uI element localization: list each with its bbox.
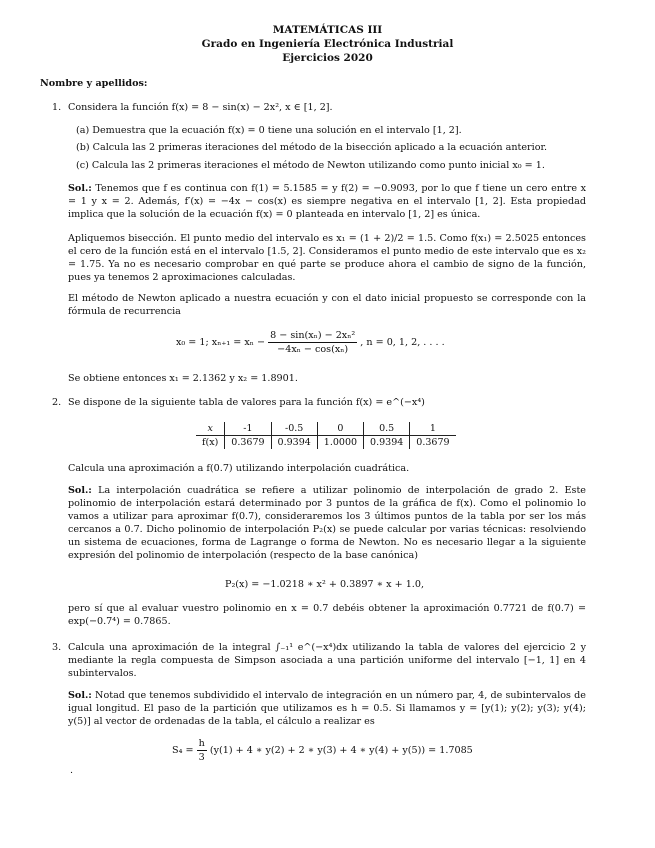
ex1-item-c: (c) Calcula las 2 primeras iteraciones el método de Newton utilizando como punto inicial x₀ = 1. — [76, 160, 545, 171]
ex3-solution-p1 — [68, 689, 586, 728]
table-row-x — [196, 422, 456, 436]
simpson-formula — [172, 737, 473, 764]
table-cell: 1 — [410, 422, 456, 436]
table-cell: 0.9394 — [364, 436, 410, 450]
ex2-task: Calcula una aproximación a f(0.7) utilizando interpolación cuadrática. — [68, 463, 410, 474]
degree-title: Grado en Ingeniería Electrónica Industrial — [201, 38, 454, 50]
table-cell: 0.3679 — [410, 436, 456, 450]
exercises-year: Ejercicios 2020 — [282, 52, 373, 64]
values-table — [196, 422, 456, 449]
ex3-statement: Calcula una aproximación de la integral ∫₋₁¹ e^(−x⁴)dx utilizando la tabla de valores del ejercicio 2 y mediante la regla compuesta de Simpson asociada a una partición uniforme del intervalo [−1, 1] en 4 subintervalos. — [68, 642, 586, 679]
simpson-numerator: h — [198, 738, 205, 749]
table-x-label: x — [196, 422, 225, 436]
ex1-item-a: (a) Demuestra que la ecuación f(x) = 0 tiene una solución en el intervalo [1, 2]. — [76, 125, 462, 136]
ex1-sol-text-1: Tenemos que f es continua con f(1) = 5.1585 = y f(2) = −0.9093, por lo que f tiene un cero entre x = 1 y x = 2. Además, f′(x) = −4x − cos(x) es siempre negativa en el intervalo [1, 2]. Esta propiedad implica que la solución de la ecuación f(x) = 0 planteada en intervalo [1, 2] es única. — [68, 183, 586, 220]
table-f-label: f(x) — [202, 437, 219, 448]
table-cell: 0 — [317, 422, 363, 436]
simpson-fraction — [197, 737, 207, 764]
ex2-solution-p2: pero sí que al evaluar vuestro polinomio en x = 0.7 debéis obtener la aproximación 0.7721 de f(0.7) = exp(−0.7⁴) = 0.7865. — [68, 603, 586, 627]
ex2-sol-text-1: La interpolación cuadrática se refiere a utilizar polinomio de interpolación de grado 2. Este polinomio de interpolación estará determinado por 3 puntos de la gráfica de f(x). Como el polinomio lo vamos a utilizar para aproximar f(0.7), consideraremos los 3 últimos puntos de la tabla por ser los más cercanos a 0.7. Dicho polinomio de interpolación P₂(x) se puede calcular por varias técnicas: resolviendo un sistema de ecuaciones, forma de Lagrange o forma de Newton. No es necesario llegar a la siguiente expresión del polinomio de interpolación (respecto de la base canónica) — [68, 485, 586, 561]
simpson-right: (y(1) + 4 ∗ y(2) + 2 ∗ y(3) + 4 ∗ y(4) + y(5)) = 1.7085 — [209, 745, 473, 756]
ex2-statement: Se dispone de la siguiente tabla de valores para la función f(x) = e^(−x⁴) — [68, 397, 425, 408]
ex2-sol-label: Sol.: — [68, 485, 92, 496]
ex1-solution-p1 — [68, 182, 586, 221]
ex1-sol-label: Sol.: — [68, 183, 92, 194]
simpson-left: S₄ = — [172, 745, 194, 756]
table-cell: -1 — [225, 422, 271, 436]
table-cell: 1.0000 — [317, 436, 363, 450]
ex1-solution-p3: El método de Newton aplicado a nuestra ecuación y con el dato inicial propuesto se corresponde con la fórmula de recurrencia — [68, 293, 586, 317]
name-label: Nombre y apellidos: — [40, 78, 148, 89]
newton-formula-right: , n = 0, 1, 2, . . . . — [360, 337, 445, 348]
newton-fraction — [268, 329, 357, 356]
interpolation-polynomial: P₂(x) = −1.0218 ∗ x² + 0.3897 ∗ x + 1.0, — [225, 579, 425, 590]
ex3-sol-label: Sol.: — [68, 690, 92, 701]
simpson-denominator: 3 — [198, 752, 205, 763]
table-cell: 0.3679 — [225, 436, 271, 450]
ex1-number: 1. — [52, 102, 62, 113]
newton-formula — [176, 329, 445, 356]
ex1-statement: Considera la función f(x) = 8 − sin(x) − 2x², x ∈ [1, 2]. — [68, 102, 333, 113]
table-cell: 0.5 — [364, 422, 410, 436]
ex1-solution-p4: Se obtiene entonces x₁ = 2.1362 y x₂ = 1.8901. — [68, 373, 298, 384]
ex2-number: 2. — [52, 397, 62, 408]
newton-denominator: −4xₙ − cos(xₙ) — [277, 344, 349, 355]
ex1-item-b: (b) Calcula las 2 primeras iteraciones del método de la bisección aplicado a la ecuación anterior. — [76, 142, 548, 153]
table-cell: 0.9394 — [271, 436, 317, 450]
ex1-solution-p2: Apliquemos bisección. El punto medio del intervalo es x₁ = (1 + 2)/2 = 1.5. Como f(x₁) = 2.5025 entonces el cero de la función está en el intervalo [1.5, 2]. Consideramos el punto medio de este intervalo que es x₂ = 1.75. Ya no es necesario comprobar en qué parte se produce ahora el cambio de signo de la función, pues ya tenemos 2 aproximaciones calculadas. — [68, 233, 586, 283]
ex3-number: 3. — [52, 642, 62, 653]
newton-formula-left: x₀ = 1; xₙ₊₁ = xₙ − — [176, 337, 266, 348]
ex2-solution-p1 — [68, 484, 586, 562]
table-cell: -0.5 — [271, 422, 317, 436]
ex3-sol-text-1: Notad que tenemos subdividido el intervalo de integración en un número par, 4, de subintervalos de igual longitud. El paso de la partición que utilizamos es h = 0.5. Si llamamos y = [y(1); y(2); y(3); y(4); y(5)] al vector de ordenadas de la tabla, el cálculo a realizar es — [68, 690, 586, 727]
course-title: MATEMÁTICAS III — [272, 24, 383, 36]
table-row-f — [196, 436, 456, 450]
newton-numerator: 8 − sin(xₙ) − 2xₙ² — [270, 330, 356, 341]
end-mark: . — [70, 765, 74, 776]
